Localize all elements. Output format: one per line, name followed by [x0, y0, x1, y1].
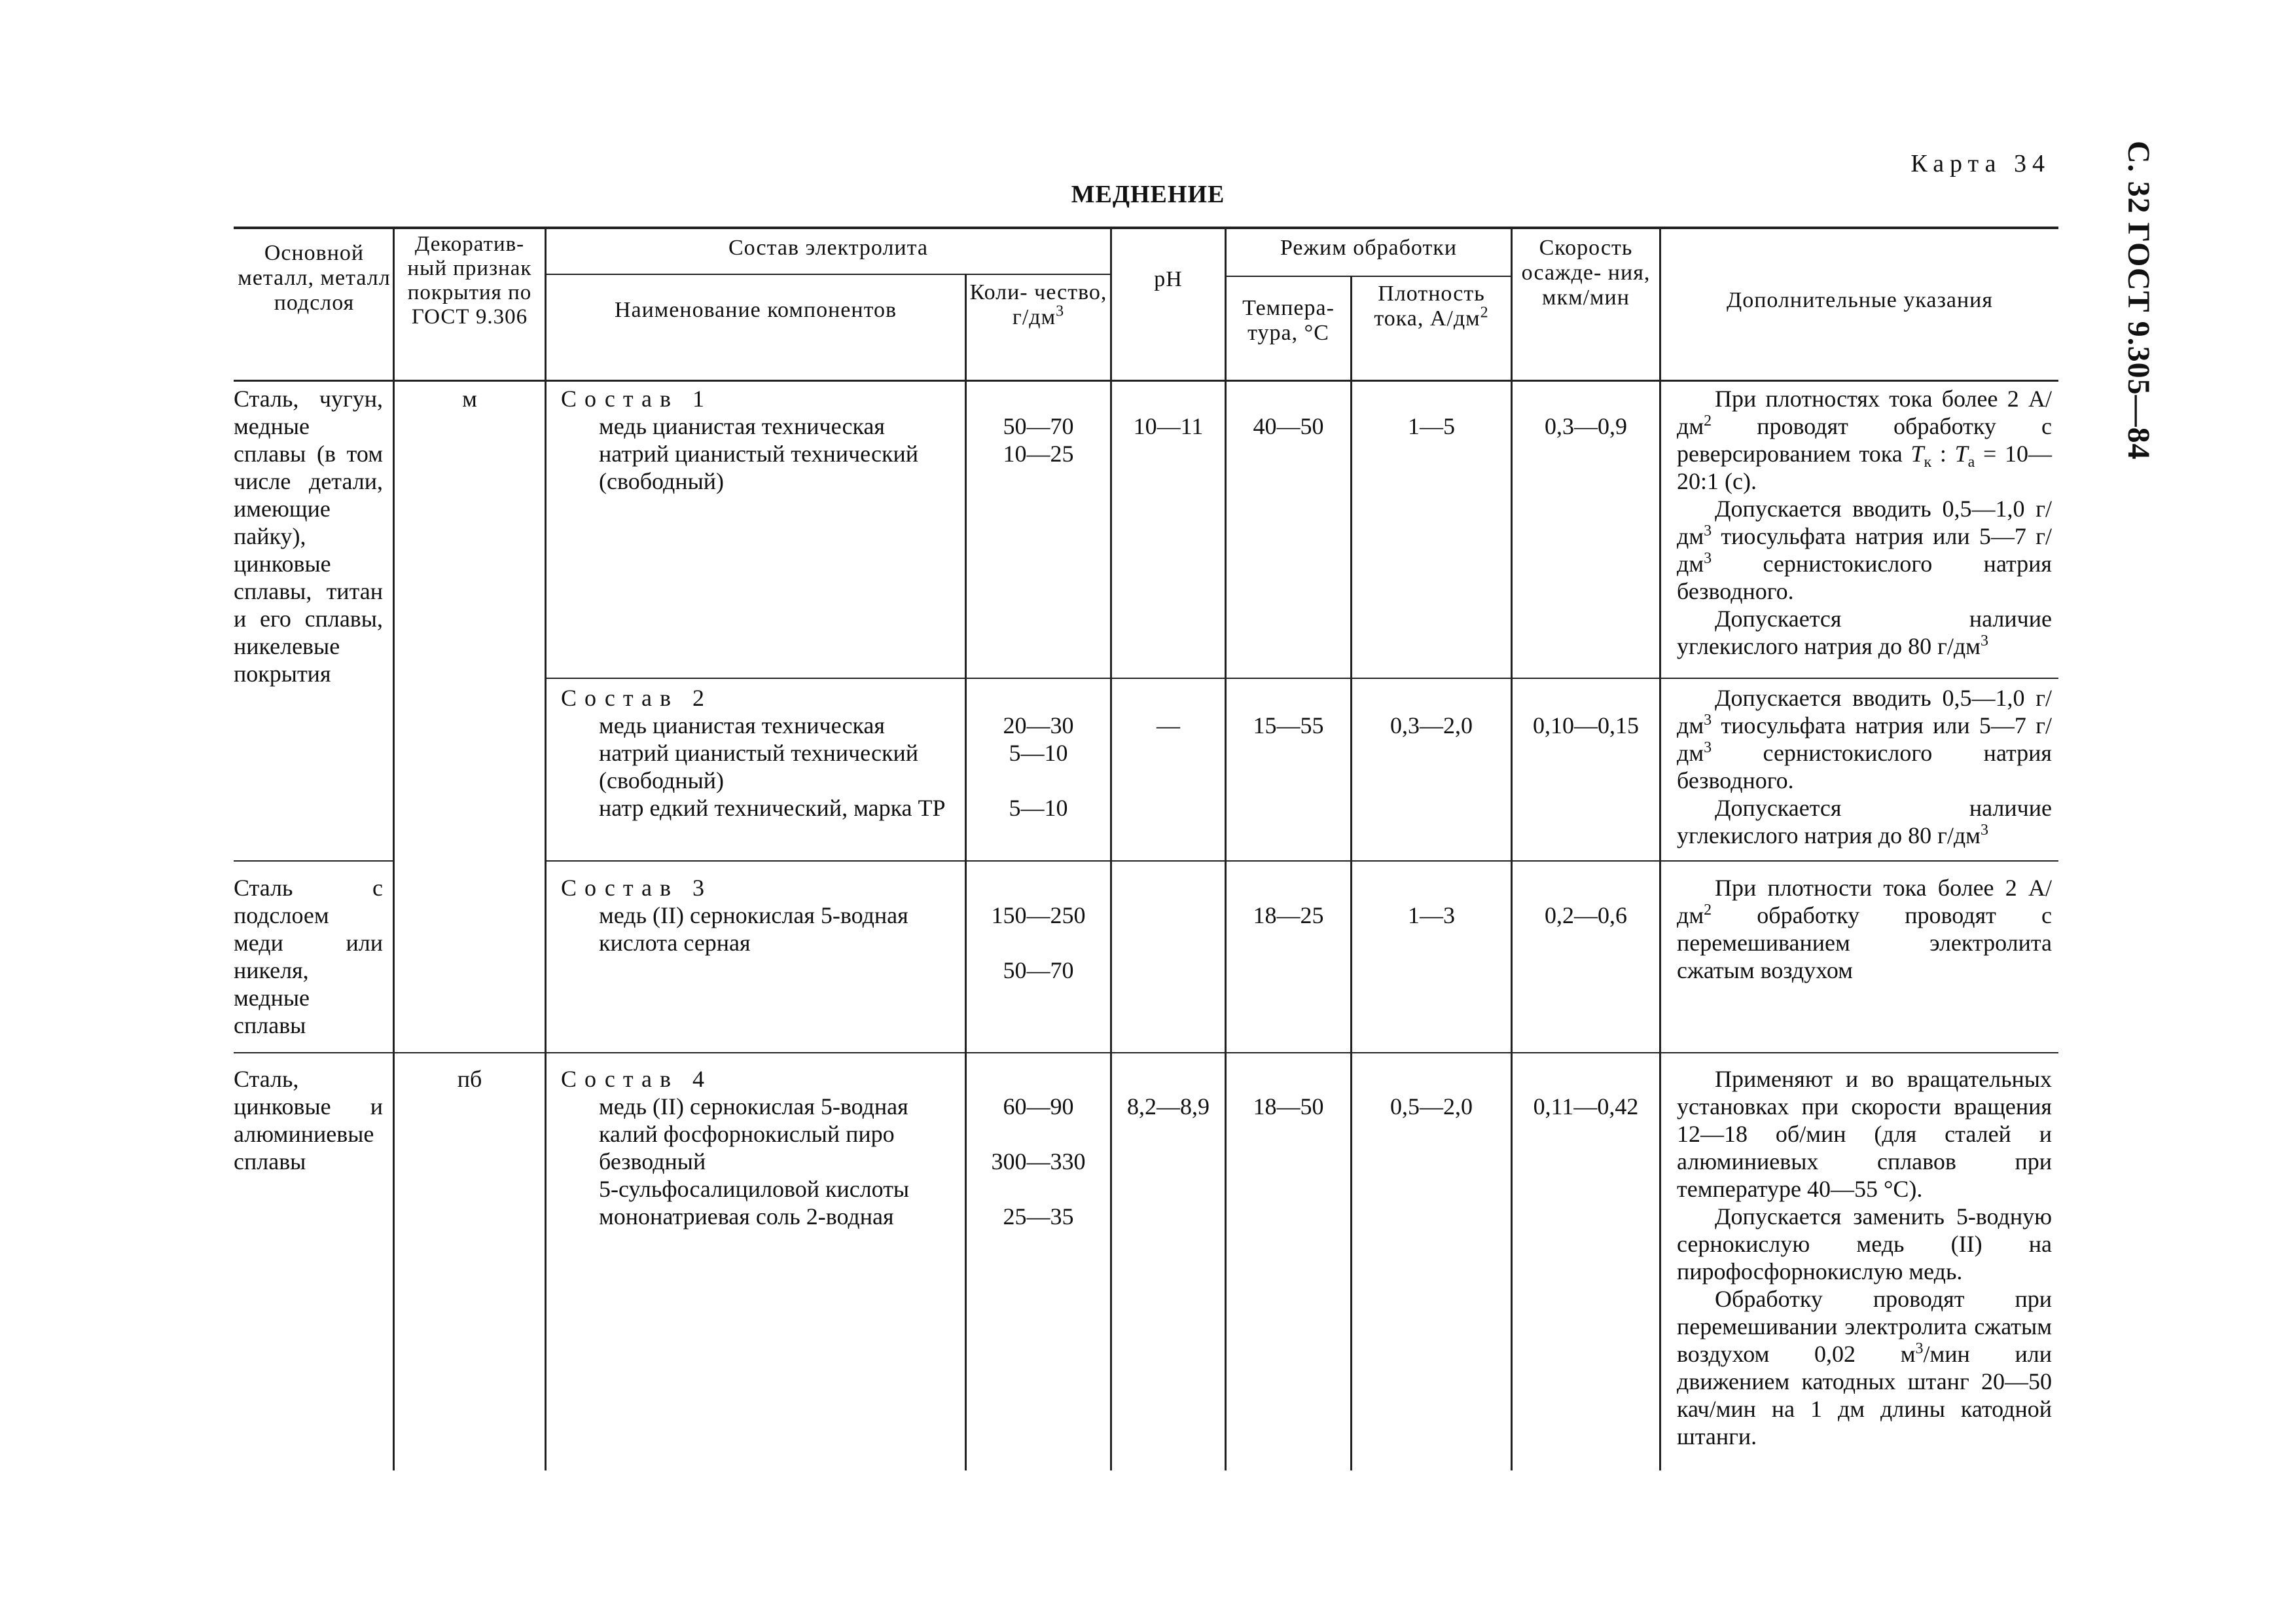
ph-4: 8,2—8,9	[1127, 1093, 1210, 1120]
header-temperature: Темпера- тура, °С	[1242, 296, 1335, 345]
header-deposition-speed: Скорость осажде- ния, мкм/мин	[1521, 236, 1651, 310]
header-ph: pH	[1154, 267, 1183, 291]
header-electrolyte: Состав электролита	[728, 236, 928, 260]
density-4: 0,5—2,0	[1390, 1093, 1473, 1120]
composition-3: Состав 3 медь (II) сернокислая 5-водная кислота серная	[561, 875, 908, 956]
density-3: 1—3	[1408, 902, 1455, 928]
header-quantity: Коли- чество, $г/дм^3$	[969, 280, 1107, 329]
density-2: 0,3—2,0	[1390, 712, 1473, 739]
decor-sign-pb: пб	[457, 1066, 482, 1092]
composition-2: Состав 2 медь цианистая техническая натрий цианистый технический (свободный) натр едкий технический, марка ТР	[561, 685, 946, 821]
card-label: Карта 34	[1910, 150, 2051, 177]
temperature-4: 18—50	[1253, 1093, 1324, 1120]
side-page-header: С. 32 ГОСТ 9.305—84	[2121, 141, 2156, 460]
notes-4: Применяют и во вращательных установках при скорости вращения 12—18 об/мин (для сталей и алюминиевых сплавов при температуре 40—55 °С). Допускается заменить 5-водную сернокислую медь (II) на пирофосфорнокислую медь. Обработку проводят при перемешивании электролита сжатым воздухом 0,02 $м^3$/мин или движением катодных штанг 20—50 кач/мин на 1 дм длины катодной штанги.	[1677, 1066, 2052, 1450]
base-metal-group-1: Сталь, чугун, медные сплавы (в том числе детали, имеющие пайку), цинковые сплавы, титан и его сплавы, никелевые покрытия	[234, 386, 383, 687]
quantities-2: 20—30 5—10 5—10	[1003, 712, 1074, 821]
decor-sign-m: м	[462, 386, 477, 412]
temperature-3: 18—25	[1253, 902, 1324, 928]
speed-4: 0,11—0,42	[1533, 1093, 1639, 1120]
quantities-1: 50—70 10—25	[1003, 413, 1074, 467]
composition-4: Состав 4 медь (II) сернокислая 5-водная калий фосфорнокислый пиро безводный 5-сульфосалициловой кислоты мононатриевая соль 2-водная	[561, 1066, 910, 1230]
temperature-2: 15—55	[1253, 712, 1324, 739]
quantities-4: 60—90 300—330 25—35	[991, 1093, 1086, 1230]
header-decorative-sign: Декоратив- ный признак покрытия по ГОСТ 9.306	[407, 232, 532, 329]
quantities-3: 150—250 50—70	[991, 902, 1086, 983]
speed-3: 0,2—0,6	[1545, 902, 1627, 928]
speed-1: 0,3—0,9	[1545, 413, 1627, 439]
header-component-name: Наименование компонентов	[614, 298, 897, 322]
notes-2: Допускается вводить 0,5—1,0 $г/дм^3$ тиосульфата натрия или 5—7 $г/дм^3$ сернистокислого натрия безводного. Допускается наличие углекислого натрия до 80 $г/дм^3$	[1677, 685, 2052, 848]
density-1: 1—5	[1408, 413, 1455, 439]
header-base-metal: Основной металл, металл подслоя	[238, 241, 391, 315]
notes-1: При плотностях тока более 2 $А/дм^2$ проводят обработку с реверсированием тока $T_к$ : $T_а$ = 10—20:1 (с). Допускается вводить 0,5—1,0 $г/дм^3$ тиосульфата натрия или 5—7 $г/дм^3$ сернистокислого натрия безводного. Допускается наличие углекислого натрия до 80 $г/дм^3$	[1677, 386, 2052, 659]
temperature-1: 40—50	[1253, 413, 1324, 439]
ph-1: 10—11	[1133, 413, 1204, 439]
header-notes: Дополнительные указания	[1727, 288, 1993, 312]
speed-2: 0,10—0,15	[1533, 712, 1639, 739]
header-mode: Режим обработки	[1280, 236, 1458, 260]
header-current-density: Плотность тока, $А/дм^2$	[1374, 282, 1489, 331]
ph-2: —	[1157, 712, 1180, 739]
notes-3: При плотности тока более 2 $А/дм^2$ обработку проводят с перемешиванием электролита сжатым воздухом	[1677, 875, 2052, 983]
composition-1: Состав 1 медь цианистая техническая натрий цианистый технический (свободный)	[561, 386, 918, 494]
page-title: МЕДНЕНИЕ	[1071, 181, 1225, 208]
base-metal-group-3: Сталь, цинковые и алюминиевые сплавы	[234, 1066, 383, 1175]
base-metal-group-2: Сталь с подслоем меди или никеля, медные сплавы	[234, 875, 383, 1038]
